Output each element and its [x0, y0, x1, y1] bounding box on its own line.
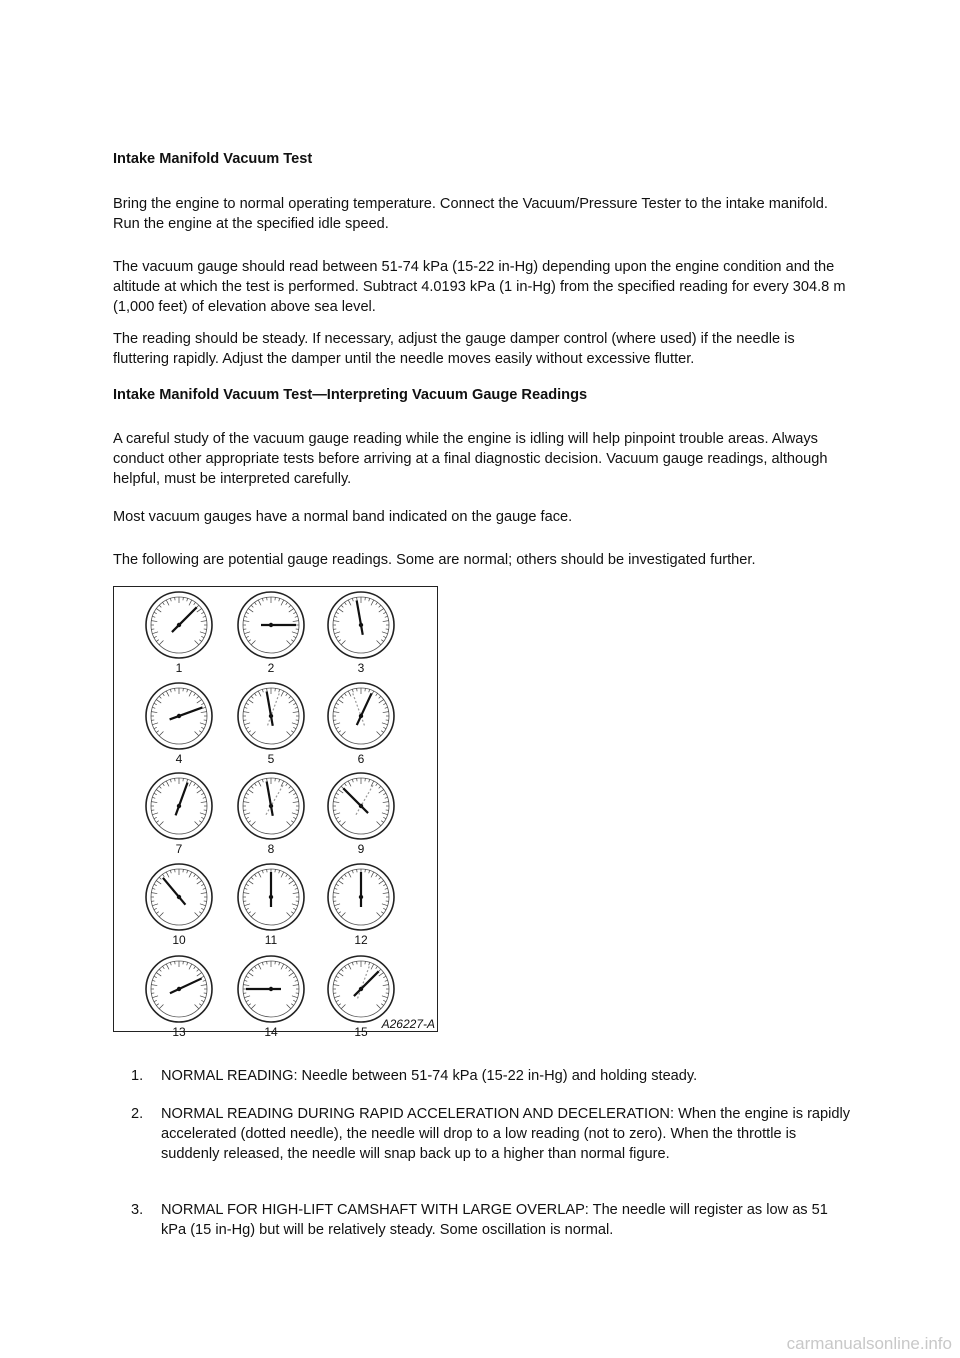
gauge-pivot	[177, 804, 181, 808]
vacuum-gauge	[146, 864, 212, 947]
gauge-number-label: 1	[175, 661, 183, 675]
paragraph-setup: Bring the engine to normal operating temperature. Connect the Vacuum/Pressure Tester to the intake manifold. Run the engine at the specified idle speed.	[113, 196, 828, 232]
list-item-text: NORMAL FOR HIGH-LIFT CAMSHAFT WITH LARGE OVERLAP: The needle will register as low as 51 kPa (15 in-Hg) but will be relatively steady. Some oscillation is normal.	[161, 1202, 828, 1238]
gauge-pivot	[359, 714, 363, 718]
section-heading-vacuum-test: Intake Manifold Vacuum Test	[113, 151, 313, 167]
vacuum-gauge	[146, 956, 212, 1039]
gauge-pivot	[269, 895, 273, 899]
paragraph-normal-band: Most vacuum gauges have a normal band indicated on the gauge face.	[113, 509, 573, 525]
vacuum-gauge	[146, 592, 212, 675]
vacuum-gauge	[238, 864, 304, 947]
paragraph-careful-study: A careful study of the vacuum gauge reading while the engine is idling will help pinpoint trouble areas. Always conduct other appropriate tests before arriving at a final diagnostic decision. Vacuum gauge readings, although helpful, must be interpreted carefully.	[113, 431, 828, 487]
figure-id-label: A26227-A	[381, 1017, 435, 1031]
paragraph-expected-reading: The vacuum gauge should read between 51-74 kPa (15-22 in-Hg) depending upon the engine condition and the altitude at which the test is performed. Subtract 4.0193 kPa (1 in-Hg) from the specified reading for every 304.8 m (1,000 feet) of elevation above sea level.	[113, 259, 846, 315]
gauge-number-label: 9	[357, 842, 365, 856]
list-item-text: NORMAL READING: Needle between 51-74 kPa (15-22 in-Hg) and holding steady.	[161, 1068, 698, 1084]
gauge-pivot	[269, 804, 273, 808]
gauge-number-label: 12	[354, 933, 368, 947]
gauge-pivot	[177, 987, 181, 991]
vacuum-gauge	[238, 592, 304, 675]
vacuum-gauge	[238, 683, 304, 766]
vacuum-gauge	[238, 956, 304, 1039]
gauge-pivot	[177, 623, 181, 627]
vacuum-gauge	[146, 683, 212, 766]
gauge-pivot	[269, 714, 273, 718]
vacuum-gauge	[328, 683, 394, 766]
paragraph-steady-reading: The reading should be steady. If necessary, adjust the gauge damper control (where used) if the needle is fluttering rapidly. Adjust the damper until the needle moves easily without excessive flutter.	[113, 331, 795, 367]
gauge-number-label: 13	[172, 1025, 186, 1039]
vacuum-gauge	[238, 773, 304, 856]
gauge-pivot	[359, 804, 363, 808]
gauge-number-label: 11	[264, 933, 278, 947]
gauge-pivot	[269, 623, 273, 627]
gauge-number-label: 14	[264, 1025, 278, 1039]
section-heading-interpreting: Intake Manifold Vacuum Test—Interpreting Vacuum Gauge Readings	[113, 387, 588, 403]
vacuum-gauge	[328, 864, 394, 947]
list-item-number: 2.	[131, 1106, 144, 1122]
gauge-number-label: 8	[267, 842, 275, 856]
gauge-pivot	[359, 987, 363, 991]
gauge-number-label: 7	[175, 842, 183, 856]
vacuum-gauge	[146, 773, 212, 856]
gauge-pivot	[359, 895, 363, 899]
gauge-number-label: 15	[354, 1025, 368, 1039]
gauge-number-label: 5	[267, 752, 275, 766]
gauge-pivot	[359, 623, 363, 627]
vacuum-gauge	[328, 773, 394, 856]
watermark-text: carmanualsonline.info	[786, 1334, 952, 1353]
gauge-pivot	[177, 895, 181, 899]
paragraph-potential-readings: The following are potential gauge readings. Some are normal; others should be investigated further.	[113, 552, 756, 568]
list-item-number: 1.	[131, 1068, 144, 1084]
gauge-pivot	[269, 987, 273, 991]
vacuum-gauge	[328, 592, 394, 675]
list-item-text: NORMAL READING DURING RAPID ACCELERATION AND DECELERATION: When the engine is rapidly accelerated (dotted needle), the needle will drop to a low reading (not to zero). When the throttle is suddenly released, the needle will snap back up to a higher than normal figure.	[161, 1106, 851, 1162]
gauge-pivot	[177, 714, 181, 718]
gauge-number-label: 6	[357, 752, 365, 766]
gauge-readings-figure	[113, 586, 438, 1039]
gauge-number-label: 4	[175, 752, 183, 766]
gauge-grid-illustration	[114, 587, 437, 1039]
gauge-number-label: 10	[172, 933, 186, 947]
list-item-number: 3.	[131, 1202, 144, 1218]
gauge-number-label: 3	[357, 661, 365, 675]
gauge-number-label: 2	[267, 661, 275, 675]
